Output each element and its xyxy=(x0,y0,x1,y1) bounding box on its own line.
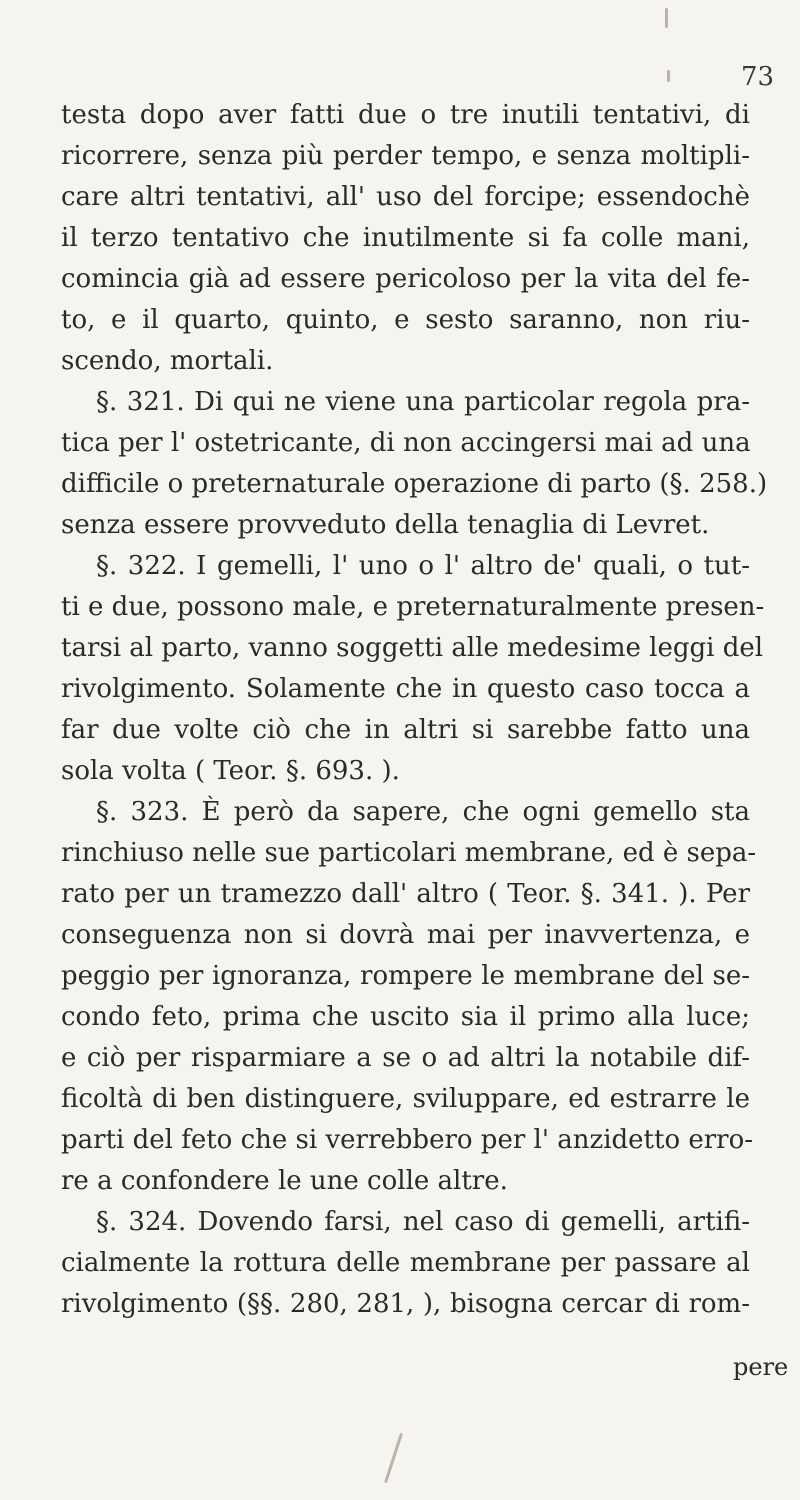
paragraph-start-323: §. 323. È però da sapere, che ogni gemello sta xyxy=(96,797,750,827)
text-line: ti e due, possono male, e preternaturalmente presen- xyxy=(61,592,765,622)
text-line: testa dopo aver fatti due o tre inutili tentativi, di xyxy=(61,100,750,130)
catchword: pere xyxy=(733,1353,789,1381)
text-line: peggio per ignoranza, rompere le membrane del se- xyxy=(61,961,750,991)
text-line: ricorrere, senza più perder tempo, e senza moltipli- xyxy=(61,141,750,171)
text-line: condo feto, prima che uscito sia il primo alla luce; xyxy=(61,1002,750,1032)
page-number: 73 xyxy=(741,62,775,92)
text-line: re a confondere le une colle altre. xyxy=(61,1166,508,1196)
text-line: rinchiuso nelle sue particolari membrane, ed è sepa- xyxy=(61,838,757,868)
text-line: tarsi al parto, vanno soggetti alle medesime leggi del xyxy=(61,633,764,663)
text-line: parti del feto che si verrebbero per l' anzidetto erro- xyxy=(61,1125,754,1155)
text-line: il terzo tentativo che inutilmente si fa colle mani, xyxy=(61,223,750,253)
paper-mark-bottom xyxy=(384,1433,403,1483)
text-line: e ciò per risparmiare a se o ad altri la notabile dif- xyxy=(61,1043,750,1073)
paragraph-start-322: §. 322. I gemelli, l' uno o l' altro de' quali, o tut- xyxy=(96,551,750,581)
text-line: scendo, mortali. xyxy=(61,346,274,376)
text-line: ficoltà di ben distinguere, sviluppare, ed estrarre le xyxy=(61,1084,750,1114)
text-line: rivolgimento. Solamente che in questo caso tocca a xyxy=(61,674,750,704)
text-line: tica per l' ostetricante, di non accingersi mai ad una xyxy=(61,428,751,458)
paragraph-start-324: §. 324. Dovendo farsi, nel caso di gemelli, artifi- xyxy=(96,1207,750,1237)
text-line: rivolgimento (§§. 280, 281, ), bisogna cercar di rom- xyxy=(61,1289,750,1319)
text-line: conseguenza non si dovrà mai per inavvertenza, e xyxy=(61,920,750,950)
text-line: care altri tentativi, all' uso del forcipe; essendochè xyxy=(61,182,750,212)
text-line: comincia già ad essere pericoloso per la vita del fe- xyxy=(61,264,750,294)
text-line: rato per un tramezzo dall' altro ( Teor. §. 341. ). Per xyxy=(61,879,750,909)
text-line: sola volta ( Teor. §. 693. ). xyxy=(61,756,400,786)
paper-mark-top xyxy=(665,8,668,28)
text-line: difficile o preternaturale operazione di parto (§. 258.) xyxy=(61,469,768,499)
text-line: to, e il quarto, quinto, e sesto saranno, non riu- xyxy=(61,305,750,335)
paragraph-start-321: §. 321. Di qui ne viene una particolar regola pra- xyxy=(96,387,750,417)
text-line: far due volte ciò che in altri si sarebbe fatto una xyxy=(61,715,750,745)
paper-mark-small xyxy=(667,70,670,82)
text-line: cialmente la rottura delle membrane per passare al xyxy=(61,1248,750,1278)
text-line: senza essere provveduto della tenaglia di Levret. xyxy=(61,510,710,540)
